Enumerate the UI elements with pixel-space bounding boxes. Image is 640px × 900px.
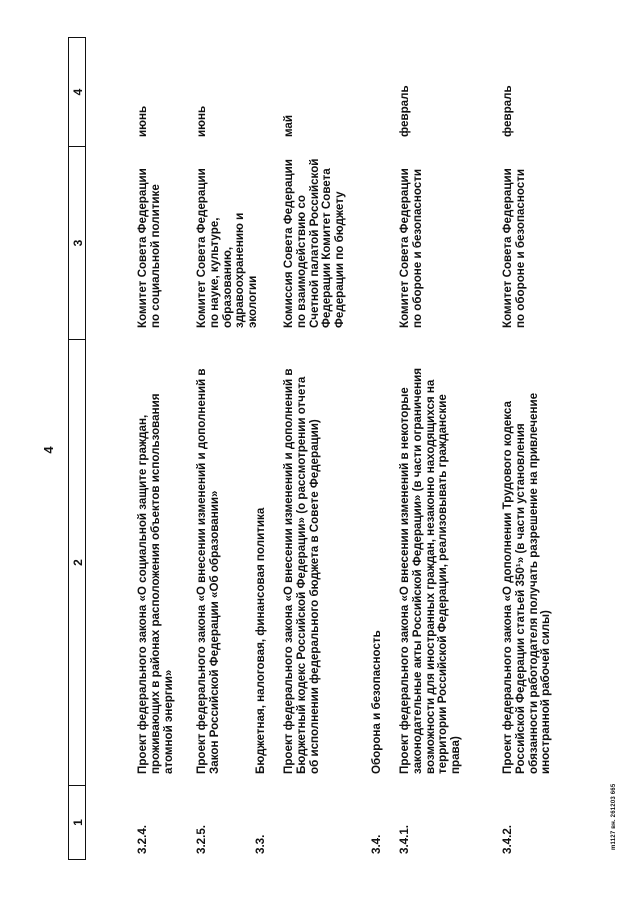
column-header-2: 2 [68, 340, 86, 786]
item-responsible: Комитет Совета Федерации по обороне и безопасности [398, 168, 424, 328]
item-title: Проект федерального закона «О дополнении Трудового кодекса Российской Федерации статьей 350¹» (в части установления обязанности работодателя получать разрешение на привлечение иностранной рабочей силы) [501, 392, 553, 774]
column-header-4: 4 [68, 37, 86, 147]
item-number: 3.2.5. [195, 824, 208, 854]
item-responsible: Комитет Совета Федерации по науке, культуре, образованию, здравоохранению и экологии [195, 168, 260, 328]
item-responsible: Комиссия Совета Федерации по взаимодействию со Счетной палатой Российской Федерации Комитет Совета Федерации по бюджету [282, 158, 347, 328]
item-responsible: Комитет Совета Федерации по социальной политике [136, 168, 162, 328]
item-title: Проект федерального закона «О внесении изменений в некоторые законодательные акты Российской Федерации» (в части ограничения возможности для иностранных граждан, незаконно находящихся на территории Российской Федерации, реализовывать гражданские права) [398, 367, 463, 774]
item-month: май [282, 115, 295, 137]
print-code-mark: m1127 вн. 261203 665 [611, 783, 617, 850]
section-number: 3.4. [370, 834, 383, 854]
section-number: 3.3. [254, 834, 267, 854]
item-month: февраль [501, 85, 514, 137]
item-month: февраль [398, 85, 411, 137]
item-title: Проект федерального закона «О внесении изменений и дополнений в Закон Российской Федерации «Об образовании» [195, 368, 221, 774]
section-title: Бюджетная, налоговая, финансовая политика [254, 507, 267, 774]
item-number: 3.2.4. [136, 824, 149, 854]
item-title: Проект федерального закона «О социальной защите граждан, проживающих в районах расположения объектов использования атомной энергии» [136, 393, 175, 774]
item-number: 3.4.2. [501, 824, 514, 854]
column-header-1: 1 [68, 786, 86, 860]
item-title: Проект федерального закона «О внесении изменений и дополнений в Бюджетный кодекс Российской Федерации» (о рассмотрении отчета об исполнении федерального бюджета в Совете Федерации) [282, 368, 321, 774]
column-header-3: 3 [68, 147, 86, 340]
item-responsible: Комитет Совета Федерации по обороне и безопасности [501, 168, 527, 328]
page-number: 4 [41, 446, 56, 454]
item-number: 3.4.1. [398, 824, 411, 854]
section-title: Оборона и безопасность [370, 630, 383, 774]
item-month: июнь [195, 105, 208, 137]
item-month: июнь [136, 105, 149, 137]
